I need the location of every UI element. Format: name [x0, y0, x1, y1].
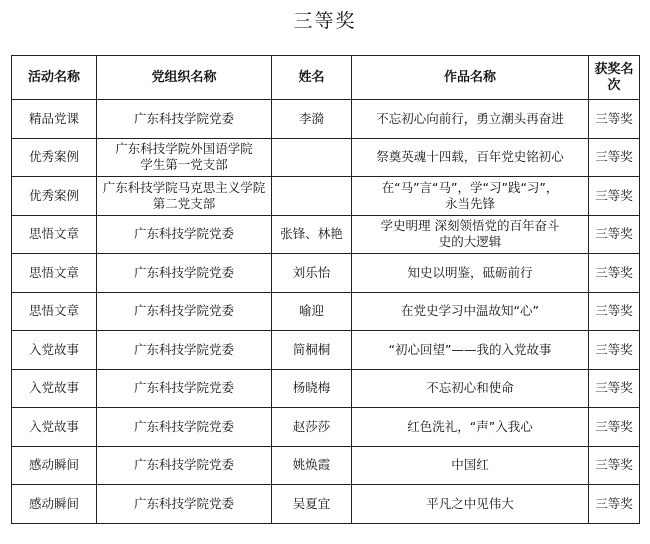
- cell-name-text: 杨晓梅: [292, 380, 331, 396]
- cell-work: [352, 254, 589, 293]
- cell-activity: [12, 446, 97, 485]
- cell-rank-text: 三等奖: [595, 303, 633, 319]
- cell-activity-text: 入党故事: [28, 380, 79, 396]
- cell-rank: [589, 177, 640, 216]
- cell-work-text: 在“马”言“马”，学“习”践“习”， 永当先锋: [381, 179, 559, 211]
- page-title: 三等奖: [293, 10, 357, 32]
- cell-activity-text: 入党故事: [28, 418, 79, 434]
- cell-activity: [12, 408, 97, 447]
- cell-rank: [589, 215, 640, 254]
- table-row: [12, 485, 640, 524]
- cell-org-text: 广东科技学院党委: [133, 264, 234, 280]
- cell-org: [97, 292, 272, 331]
- cell-rank-text: 三等奖: [595, 418, 633, 434]
- cell-work-text: 在党史学习中温故知“心”: [401, 303, 539, 319]
- cell-name: [272, 408, 352, 447]
- cell-activity: [12, 292, 97, 331]
- table-row: [12, 292, 640, 331]
- cell-activity-text: 思悟文章: [28, 303, 79, 319]
- cell-rank-text: 三等奖: [595, 149, 633, 165]
- cell-work-text: 红色洗礼，“声”入我心: [407, 418, 533, 434]
- cell-org: [97, 369, 272, 408]
- cell-name-text: 刘乐怡: [292, 264, 331, 280]
- cell-work: [352, 138, 589, 177]
- cell-rank-text: 三等奖: [595, 226, 633, 242]
- cell-activity-text: 优秀案例: [28, 187, 79, 203]
- column-header-rank: 获奖名次: [589, 56, 640, 100]
- cell-org-text: 广东科技学院马克思主义学院 第二党支部: [102, 179, 266, 211]
- cell-activity: [12, 369, 97, 408]
- cell-name: [272, 177, 352, 216]
- cell-activity: [12, 254, 97, 293]
- cell-rank: [589, 408, 640, 447]
- cell-activity-text: 感动瞬间: [28, 457, 79, 473]
- cell-activity: [12, 485, 97, 524]
- cell-name-text: 赵莎莎: [292, 418, 331, 434]
- table-row: [12, 408, 640, 447]
- cell-name-text: 喻迎: [298, 303, 324, 319]
- cell-org: [97, 446, 272, 485]
- cell-work: [352, 408, 589, 447]
- cell-org-text: 广东科技学院党委: [133, 457, 234, 473]
- cell-org-text: 广东科技学院党委: [133, 418, 234, 434]
- cell-rank-text: 三等奖: [595, 110, 633, 126]
- cell-rank: [589, 100, 640, 139]
- column-header-name: 姓名: [272, 56, 352, 100]
- cell-name: [272, 485, 352, 524]
- cell-name: [272, 331, 352, 370]
- cell-activity: [12, 177, 97, 216]
- cell-org-text: 广东科技学院党委: [133, 495, 234, 511]
- cell-org-text: 广东科技学院党委: [133, 303, 234, 319]
- table-row: [12, 254, 640, 293]
- cell-work-text: 不忘初心向前行，勇立潮头再奋进: [376, 110, 564, 126]
- cell-rank-text: 三等奖: [595, 495, 633, 511]
- cell-rank: [589, 485, 640, 524]
- cell-name: [272, 215, 352, 254]
- cell-work-text: 祭奠英魂十四载，百年党史铭初心: [376, 149, 564, 165]
- cell-org-text: 广东科技学院党委: [133, 341, 234, 357]
- table-row: [12, 446, 640, 485]
- cell-name: [272, 292, 352, 331]
- table-body: [12, 100, 640, 524]
- cell-activity-text: 思悟文章: [28, 226, 79, 242]
- cell-org: [97, 215, 272, 254]
- cell-rank: [589, 446, 640, 485]
- cell-rank-text: 三等奖: [595, 380, 633, 396]
- cell-org-text: 广东科技学院外国语学院 学生第一党支部: [115, 141, 253, 173]
- table-header-row: [12, 56, 640, 100]
- cell-work-text: “初心回望”——我的入党故事: [388, 341, 552, 357]
- cell-name: [272, 446, 352, 485]
- cell-activity: [12, 215, 97, 254]
- cell-work-text: 学史明理 深刻领悟党的百年奋斗 史的大逻辑: [380, 218, 560, 250]
- cell-name-text: 李漪: [298, 110, 324, 126]
- cell-name: [272, 100, 352, 139]
- table-row: [12, 138, 640, 177]
- cell-rank: [589, 254, 640, 293]
- column-header-activity: 活动名称: [12, 56, 97, 100]
- cell-activity: [12, 138, 97, 177]
- cell-org-text: 广东科技学院党委: [133, 110, 234, 126]
- cell-name-text: 吴夏宜: [292, 495, 331, 511]
- cell-rank: [589, 331, 640, 370]
- cell-work-text: 中国红: [451, 457, 489, 473]
- cell-activity-text: 入党故事: [28, 341, 79, 357]
- cell-work: [352, 177, 589, 216]
- awards-table: [11, 55, 640, 524]
- cell-activity-text: 思悟文章: [28, 264, 79, 280]
- cell-rank-text: 三等奖: [595, 187, 633, 203]
- cell-work: [352, 446, 589, 485]
- cell-name: [272, 138, 352, 177]
- cell-rank-text: 三等奖: [595, 341, 633, 357]
- cell-rank-text: 三等奖: [595, 264, 633, 280]
- cell-rank: [589, 292, 640, 331]
- table-row: [12, 215, 640, 254]
- cell-org: [97, 408, 272, 447]
- cell-work-text: 知史以明鉴，砥砺前行: [407, 264, 533, 280]
- cell-name: [272, 254, 352, 293]
- cell-org: [97, 485, 272, 524]
- cell-work: [352, 485, 589, 524]
- cell-work: [352, 100, 589, 139]
- table-row: [12, 369, 640, 408]
- table-row: [12, 100, 640, 139]
- cell-work-text: 平凡之中见伟大: [426, 495, 514, 511]
- cell-name-text: 简桐桐: [292, 341, 331, 357]
- cell-work: [352, 292, 589, 331]
- table-row: [12, 177, 640, 216]
- column-header-org: 党组织名称: [97, 56, 272, 100]
- cell-org-text: 广东科技学院党委: [133, 380, 234, 396]
- cell-work-text: 不忘初心和使命: [426, 380, 514, 396]
- cell-org: [97, 138, 272, 177]
- cell-activity-text: 优秀案例: [28, 149, 79, 165]
- cell-org: [97, 331, 272, 370]
- cell-name: [272, 369, 352, 408]
- cell-activity: [12, 100, 97, 139]
- cell-rank-text: 三等奖: [595, 457, 633, 473]
- cell-activity: [12, 331, 97, 370]
- cell-org: [97, 254, 272, 293]
- cell-rank: [589, 138, 640, 177]
- cell-org: [97, 100, 272, 139]
- cell-work: [352, 369, 589, 408]
- cell-activity-text: 精品党课: [28, 110, 79, 126]
- cell-name-text: 姚焕霞: [292, 457, 331, 473]
- cell-work: [352, 331, 589, 370]
- table-row: [12, 331, 640, 370]
- column-header-work: 作品名称: [352, 56, 589, 100]
- cell-org: [97, 177, 272, 216]
- cell-activity-text: 感动瞬间: [28, 495, 79, 511]
- cell-work: [352, 215, 589, 254]
- cell-name-text: 张锋、林艳: [280, 226, 343, 242]
- cell-org-text: 广东科技学院党委: [133, 226, 234, 242]
- cell-rank: [589, 369, 640, 408]
